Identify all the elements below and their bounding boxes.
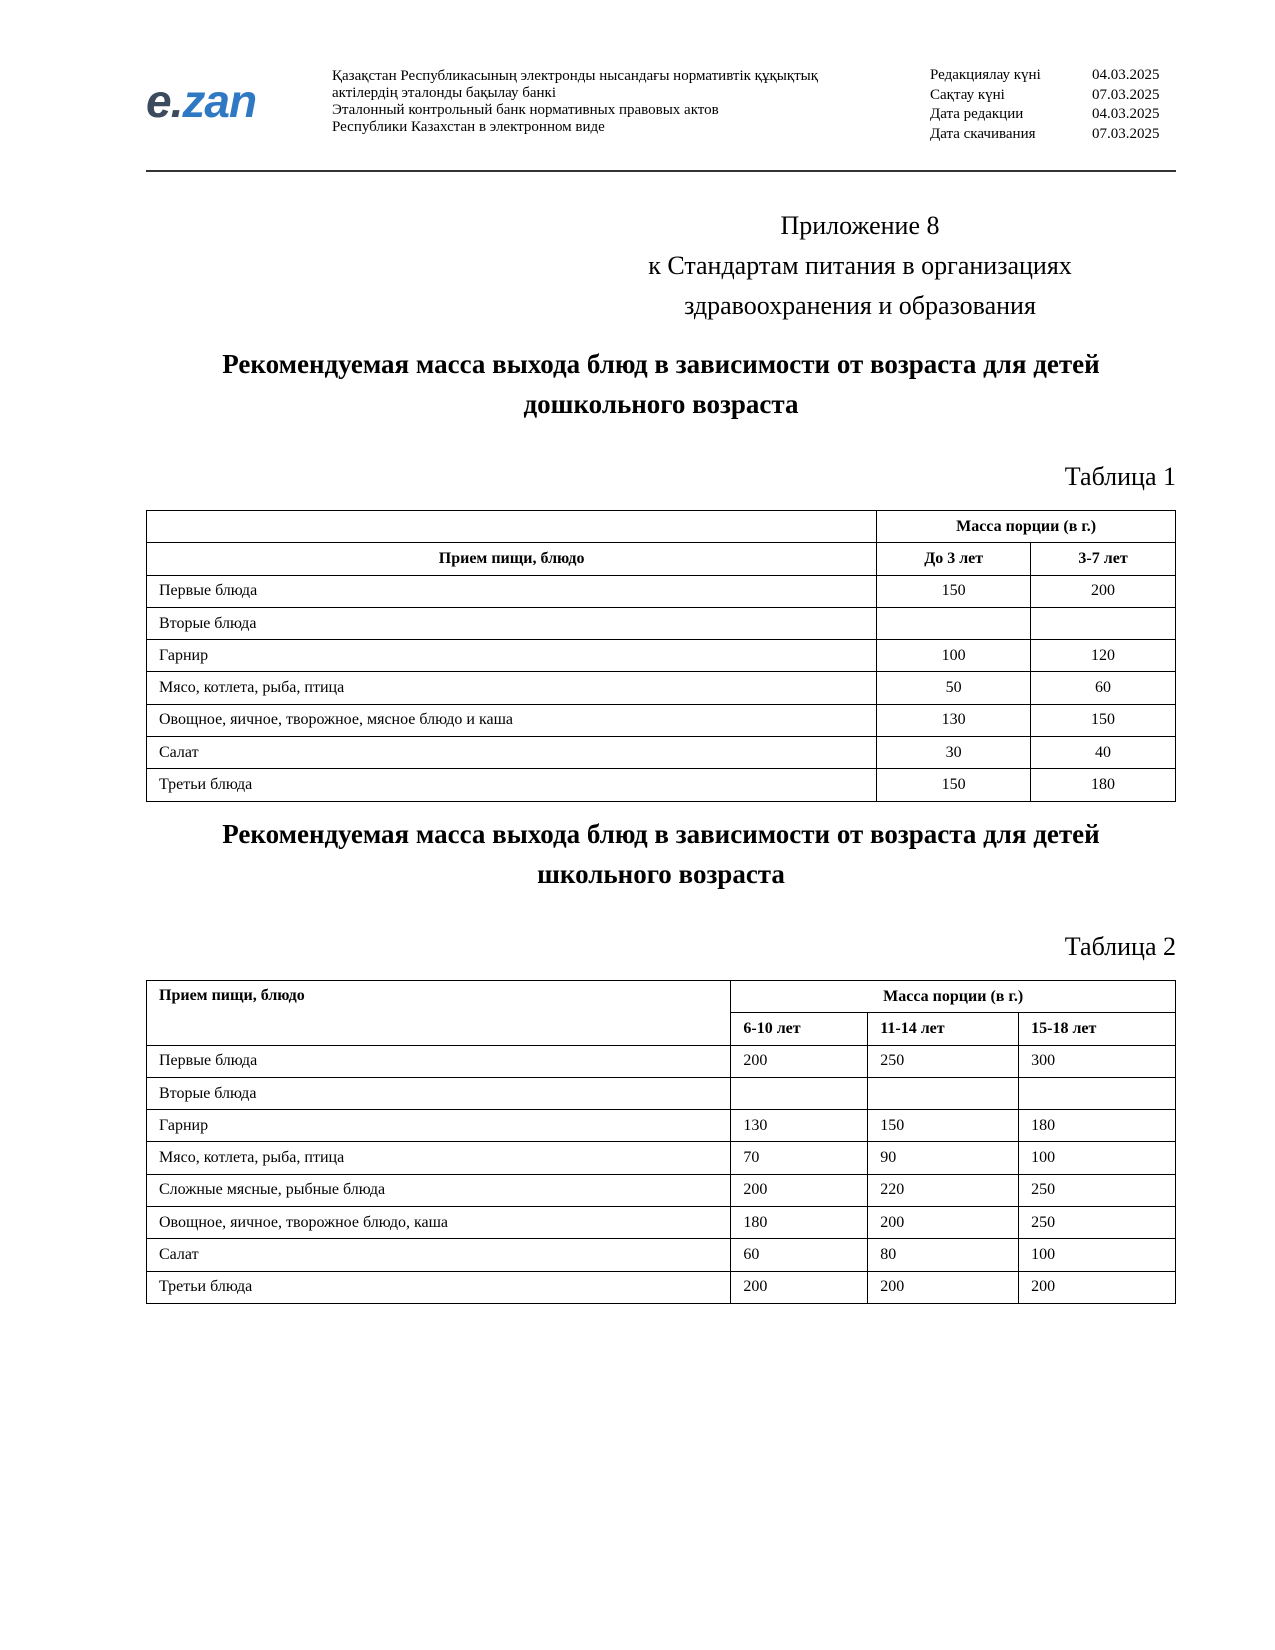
- mass-header: Масса порции (в г.): [877, 511, 1176, 543]
- bank-line: Эталонный контрольный банк нормативных правовых актов: [332, 102, 719, 118]
- value-cell: 150: [877, 769, 1031, 801]
- table-header-row: [147, 981, 1176, 1013]
- dish-cell: Третьи блюда: [147, 1271, 731, 1303]
- table2: [146, 980, 1176, 1304]
- dish-cell: Мясо, котлета, рыба, птица: [147, 1142, 731, 1174]
- table-row: [147, 1077, 1176, 1109]
- table1-title: [146, 344, 1176, 424]
- header-cell-empty: [147, 511, 877, 543]
- date-label: Дата редакции: [930, 106, 1024, 122]
- table2-title: [146, 814, 1176, 894]
- dish-cell: Вторые блюда: [147, 1077, 731, 1109]
- age-header: 11-14 лет: [868, 1013, 1019, 1045]
- table-row: [147, 1239, 1176, 1271]
- date-value: 07.03.2025: [1092, 125, 1160, 142]
- dish-header: Прием пищи, блюдо: [147, 543, 877, 575]
- age-header: 6-10 лет: [731, 1013, 868, 1045]
- annex-line: Приложение 8: [780, 211, 940, 240]
- dish-cell: Салат: [147, 1239, 731, 1271]
- value-cell: 80: [868, 1239, 1019, 1271]
- value-cell: 70: [731, 1142, 868, 1174]
- bank-line: Қазақстан Республикасының электронды нысандағы нормативтік құқықтық: [332, 68, 819, 84]
- value-cell: [731, 1077, 868, 1109]
- age-header: До 3 лет: [877, 543, 1031, 575]
- date-row: [930, 66, 1176, 86]
- value-cell: 180: [731, 1207, 868, 1239]
- date-label: Редакциялау күні: [930, 67, 1041, 83]
- document-header: [146, 66, 1176, 170]
- date-value: 04.03.2025: [1092, 67, 1160, 83]
- table1: [146, 510, 1176, 802]
- value-cell: 200: [868, 1207, 1019, 1239]
- logo-part-1: e.: [146, 75, 183, 127]
- value-cell: [1019, 1077, 1176, 1109]
- value-cell: 180: [1031, 769, 1176, 801]
- value-cell: 220: [868, 1174, 1019, 1206]
- annex-line: к Стандартам питания в организациях: [648, 251, 1072, 280]
- dish-cell: Овощное, яичное, творожное, мясное блюдо и каша: [147, 704, 877, 736]
- dish-cell: Первые блюда: [147, 1045, 731, 1077]
- table-header-row: [147, 511, 1176, 543]
- table-row: [147, 640, 1176, 672]
- table-row: [147, 1174, 1176, 1206]
- title-line: дошкольного возраста: [523, 389, 799, 419]
- age-header: 3-7 лет: [1031, 543, 1176, 575]
- logo-part-2: zan: [182, 75, 257, 127]
- table-row: [147, 575, 1176, 607]
- dish-cell: Салат: [147, 737, 877, 769]
- value-cell: 120: [1031, 640, 1176, 672]
- value-cell: 150: [877, 575, 1031, 607]
- annex-heading: [560, 206, 1160, 326]
- value-cell: 200: [868, 1271, 1019, 1303]
- bank-description: [332, 68, 892, 136]
- table-row: [147, 1207, 1176, 1239]
- header-dates: [930, 66, 1176, 144]
- value-cell: 250: [1019, 1207, 1176, 1239]
- value-cell: 100: [1019, 1239, 1176, 1271]
- ezan-logo: [146, 75, 257, 127]
- value-cell: 90: [868, 1142, 1019, 1174]
- value-cell: 40: [1031, 737, 1176, 769]
- value-cell: 200: [1031, 575, 1176, 607]
- table-row: [147, 737, 1176, 769]
- table-row: [147, 704, 1176, 736]
- date-row: [930, 105, 1176, 125]
- bank-line: актілердің эталонды бақылау банкі: [332, 85, 556, 101]
- dish-cell: Гарнир: [147, 640, 877, 672]
- value-cell: [868, 1077, 1019, 1109]
- value-cell: 200: [731, 1045, 868, 1077]
- dish-cell: Третьи блюда: [147, 769, 877, 801]
- table-header-row: [147, 543, 1176, 575]
- value-cell: [1031, 607, 1176, 639]
- table-row: [147, 769, 1176, 801]
- table-row: [147, 1045, 1176, 1077]
- header-divider: [146, 170, 1176, 172]
- value-cell: 150: [868, 1110, 1019, 1142]
- table2-caption: Таблица 2: [1064, 932, 1176, 961]
- age-header: 15-18 лет: [1019, 1013, 1176, 1045]
- value-cell: 60: [731, 1239, 868, 1271]
- value-cell: 150: [1031, 704, 1176, 736]
- date-value: 07.03.2025: [1092, 86, 1160, 103]
- table-row: [147, 1142, 1176, 1174]
- dish-cell: Сложные мясные, рыбные блюда: [147, 1174, 731, 1206]
- value-cell: 30: [877, 737, 1031, 769]
- mass-header: Масса порции (в г.): [731, 981, 1176, 1013]
- value-cell: 100: [877, 640, 1031, 672]
- table-row: [147, 1110, 1176, 1142]
- value-cell: 300: [1019, 1045, 1176, 1077]
- dish-header: Прием пищи, блюдо: [147, 981, 731, 1046]
- date-label: Сақтау күні: [930, 86, 1005, 103]
- dish-cell: Первые блюда: [147, 575, 877, 607]
- bank-line: Республики Казахстан в электронном виде: [332, 119, 605, 135]
- value-cell: 200: [731, 1271, 868, 1303]
- dish-cell: Овощное, яичное, творожное блюдо, каша: [147, 1207, 731, 1239]
- value-cell: 180: [1019, 1110, 1176, 1142]
- value-cell: 50: [877, 672, 1031, 704]
- date-value: 04.03.2025: [1092, 106, 1160, 122]
- title-line: Рекомендуемая масса выхода блюд в зависимости от возраста для детей: [222, 819, 1100, 849]
- table-row: [147, 672, 1176, 704]
- table-row: [147, 1271, 1176, 1303]
- dish-cell: Мясо, котлета, рыба, птица: [147, 672, 877, 704]
- dish-cell: Вторые блюда: [147, 607, 877, 639]
- value-cell: 250: [1019, 1174, 1176, 1206]
- table-row: [147, 607, 1176, 639]
- value-cell: 200: [731, 1174, 868, 1206]
- title-line: школьного возраста: [537, 859, 785, 889]
- date-row: [930, 86, 1176, 106]
- value-cell: 130: [731, 1110, 868, 1142]
- value-cell: 200: [1019, 1271, 1176, 1303]
- value-cell: 60: [1031, 672, 1176, 704]
- table1-caption: Таблица 1: [1064, 462, 1176, 491]
- value-cell: [877, 607, 1031, 639]
- date-row: [930, 125, 1176, 145]
- title-line: Рекомендуемая масса выхода блюд в зависимости от возраста для детей: [222, 349, 1100, 379]
- value-cell: 100: [1019, 1142, 1176, 1174]
- annex-line: здравоохранения и образования: [684, 291, 1036, 320]
- date-label: Дата скачивания: [930, 125, 1036, 142]
- value-cell: 250: [868, 1045, 1019, 1077]
- value-cell: 130: [877, 704, 1031, 736]
- dish-cell: Гарнир: [147, 1110, 731, 1142]
